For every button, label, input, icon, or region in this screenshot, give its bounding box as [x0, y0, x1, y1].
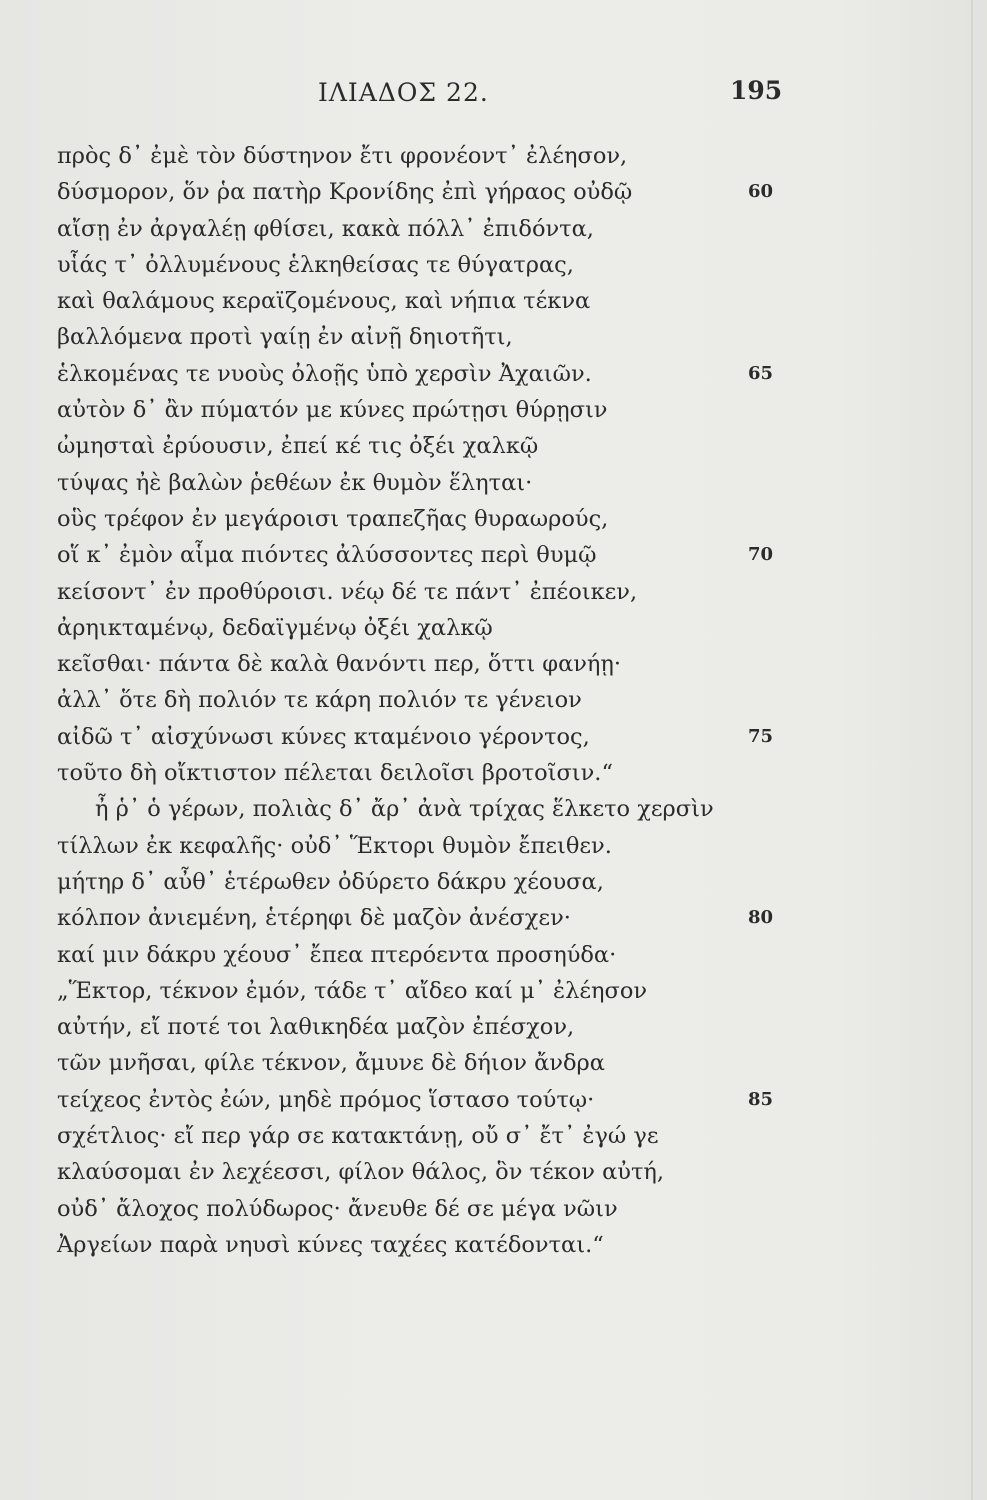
verse-line [0, 864, 987, 900]
verse-line-text: αὐτὸν δ᾽ ἂν πύματόν με κύνες πρώτῃσι θύρῃσιν [57, 397, 608, 424]
page-number: 195 [730, 76, 783, 105]
verse-line-text: τίλλων ἐκ κεφαλῆς· οὐδ᾽ Ἕκτορι θυμὸν ἔπειθεν. [57, 832, 612, 859]
verse-line-text: οἵ κ᾽ ἐμὸν αἷμα πιόντες ἀλύσσοντες περὶ θυμῷ [57, 542, 597, 569]
verse-line [0, 1045, 987, 1081]
verse-line [0, 501, 987, 537]
verse-line [0, 428, 987, 464]
verse-line-text: καί μιν δάκρυ χέουσ᾽ ἔπεα πτερόεντα προσηύδα· [57, 941, 617, 968]
verse-line [0, 828, 987, 864]
verse-line-text: τείχεος ἐντὸς ἐών, μηδὲ πρόμος ἵστασο τούτῳ· [57, 1086, 595, 1113]
verse-line [0, 1191, 987, 1227]
verse-line-text: ὠμησταὶ ἐρύουσιν, ἐπεί κέ τις ὀξέι χαλκῷ [57, 433, 539, 460]
verse-line-text: υἷάς τ᾽ ὀλλυμένους ἑλκηθείσας τε θύγατρας, [57, 251, 574, 278]
verse-line-text: αἰδῶ τ᾽ αἰσχύνωσι κύνες κταμένοιο γέροντος, [57, 723, 590, 750]
verse-line [0, 646, 987, 682]
line-number: 75 [748, 725, 774, 747]
verse-line-text: οὐδ᾽ ἄλοχος πολύδωρος· ἄνευθε δέ σε μέγα νῶιν [57, 1195, 618, 1222]
verse-line [0, 973, 987, 1009]
verse-text [0, 138, 987, 1263]
verse-line [0, 1082, 987, 1118]
verse-line-text: οὓς τρέφον ἐν μεγάροισι τραπεζῆας θυραωρούς, [57, 505, 609, 532]
line-number: 60 [748, 181, 774, 203]
verse-line [0, 1154, 987, 1190]
verse-line-text: ἀρηικταμένῳ, δεδαϊγμένῳ ὀξέι χαλκῷ [57, 614, 493, 641]
verse-line [0, 900, 987, 936]
verse-line-text: κόλπον ἀνιεμένη, ἑτέρηφι δὲ μαζὸν ἀνέσχεν· [57, 905, 571, 932]
verse-line [0, 755, 987, 791]
verse-line [0, 1009, 987, 1045]
verse-line [0, 211, 987, 247]
verse-line [0, 791, 987, 827]
verse-line [0, 138, 987, 174]
line-number: 70 [748, 544, 774, 566]
line-number: 85 [748, 1088, 774, 1110]
verse-line-text: Ἀργείων παρὰ νηυσὶ κύνες ταχέες κατέδονται.“ [57, 1231, 604, 1258]
verse-line [0, 247, 987, 283]
verse-line-text: σχέτλιος· εἴ περ γάρ σε κατακτάνῃ, οὔ σ᾽ ἔτ᾽ ἐγώ γε [57, 1123, 659, 1150]
verse-line [0, 174, 987, 210]
verse-line-text: „Ἕκτορ, τέκνον ἐμόν, τάδε τ᾽ αἴδεο καί μ᾽ ἐλέησον [57, 977, 648, 1004]
verse-line-text: κεῖσθαι· πάντα δὲ καλὰ θανόντι περ, ὅττι φανήῃ· [57, 651, 622, 678]
verse-line [0, 1227, 987, 1263]
verse-line-text: τῶν μνῆσαι, φίλε τέκνον, ἄμυνε δὲ δήιον ἄνδρα [57, 1050, 605, 1077]
verse-line-text: δύσμορον, ὅν ῥα πατὴρ Κρονίδης ἐπὶ γήραος οὐδῷ [57, 179, 633, 206]
verse-line-text: κείσοντ᾽ ἐν προθύροισι. νέῳ δέ τε πάντ᾽ ἐπέοικεν, [57, 578, 638, 605]
verse-line-text: αὐτήν, εἴ ποτέ τοι λαθικηδέα μαζὸν ἐπέσχον, [57, 1014, 575, 1041]
verse-line [0, 682, 987, 718]
line-number: 80 [748, 907, 774, 929]
verse-line [0, 610, 987, 646]
line-number: 65 [748, 362, 774, 384]
verse-line [0, 319, 987, 355]
verse-line [0, 283, 987, 319]
verse-line [0, 1118, 987, 1154]
verse-line-text: πρὸς δ᾽ ἐμὲ τὸν δύστηνον ἔτι φρονέοντ᾽ ἐλέησον, [57, 143, 628, 169]
verse-line-text: ἀλλ᾽ ὅτε δὴ πολιόν τε κάρη πολιόν τε γένειον [57, 687, 582, 714]
verse-line [0, 465, 987, 501]
verse-line [0, 719, 987, 755]
verse-line-text: ἦ ῥ᾽ ὁ γέρων, πολιὰς δ᾽ ἄρ᾽ ἀνὰ τρίχας ἕλκετο χερσὶν [95, 796, 714, 823]
verse-line [0, 392, 987, 428]
verse-line-text: τοῦτο δὴ οἴκτιστον πέλεται δειλοῖσι βροτοῖσιν.“ [57, 760, 613, 787]
verse-line-text: κλαύσομαι ἐν λεχέεσσι, φίλον θάλος, ὃν τέκον αὐτή, [57, 1159, 665, 1186]
verse-line [0, 356, 987, 392]
running-head: ΙΛΙΑΔΟΣ 22. [318, 78, 489, 107]
verse-line-text: ἑλκομένας τε νυοὺς ὀλοῇς ὑπὸ χερσὶν Ἀχαιῶν. [57, 360, 592, 387]
verse-line-text: βαλλόμενα προτὶ γαίῃ ἐν αἰνῇ δηιοτῆτι, [57, 324, 513, 351]
verse-line [0, 574, 987, 610]
verse-line-text: τύψας ἠὲ βαλὼν ῥεθέων ἐκ θυμὸν ἕληται· [57, 469, 533, 496]
verse-line [0, 937, 987, 973]
verse-line-text: αἴσῃ ἐν ἀργαλέῃ φθίσει, κακὰ πόλλ᾽ ἐπιδόντα, [57, 215, 594, 242]
verse-line-text: καὶ θαλάμους κεραϊζομένους, καὶ νήπια τέκνα [57, 288, 591, 315]
verse-line [0, 537, 987, 573]
verse-line-text: μήτηρ δ᾽ αὖθ᾽ ἑτέρωθεν ὀδύρετο δάκρυ χέουσα, [57, 868, 604, 895]
